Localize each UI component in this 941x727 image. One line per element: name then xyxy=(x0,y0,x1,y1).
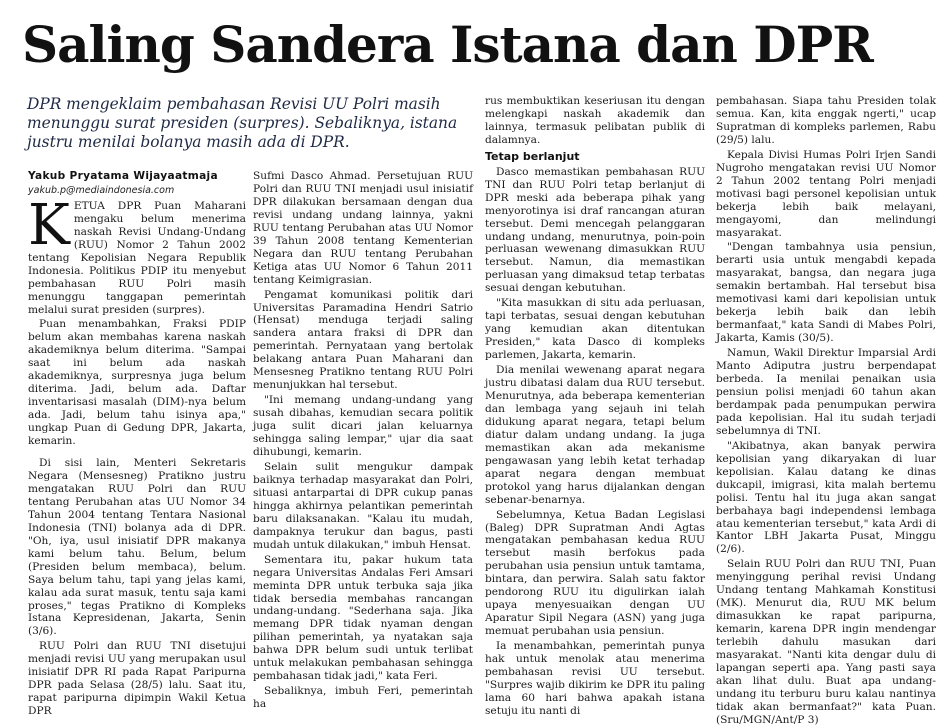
article-paragraph: "Kita masukkan di situ ada perluasan, tapi terbatas, sesuai dengan kebutuhan yang kemudian akan ditentukan Presiden," kata Dasco di kompleks parlemen, Jakarta, kemarin. xyxy=(485,297,705,362)
article-paragraph: "Akibatnya, akan banyak perwira kepolisian yang dikaryakan di luar kepolisian. Kalau datang ke dinas dukcapil, imigrasi, kita malah bertemu polisi. Tentu hal itu juga akan sangat berbahaya bagi independensi lembaga atau kementerian tersebut," kata Ardi di Kantor LBH Jakarta Pusat, Minggu (2/6). xyxy=(716,439,936,556)
article-paragraph: Selain RUU Polri dan RUU TNI, Puan menyinggung perihal revisi Undang Undang tentang Mahkamah Konstitusi (MK). Menurut dia, RUU MK belum dimasukkan ke rapat paripurna, kemarin, karena DPR ingin mendengar terlebih dahulu masukan dari masyarakat. "Nanti kita dengar dulu di lapangan seperti apa. Yang pasti saya akan lihat dulu. Buat apa undang-undang itu terburu buru kalau nantinya tidak akan bermanfaat?" kata Puan. (Sru/MGN/Ant/P 3) xyxy=(716,558,936,726)
article-paragraph: Namun, Wakil Direktur Imparsial Ardi Manto Adiputra justru berpendapat berbeda. Ia menilai penaikan usia pensiun polisi menjadi 60 tahun akan berdampak pada penumpukan perwira pada kepolisian. Hal itu sudah terjadi sebelumnya di TNI. xyxy=(716,347,936,437)
article-paragraph: pembahasan. Siapa tahu Presiden tolak semua. Kan, kita enggak ngerti," ucap Supratman di kompleks parlemen, Rabu (29/5) lalu. xyxy=(716,95,936,146)
article-paragraph: Di sisi lain, Menteri Sekretaris Negara (Mensesneg) Pratikno justru mengatakan RUU Polri dan RUU tentang Perubahan atas UU Nomor 34 Tahun 2004 tentang Tentara Nasional Indonesia (TNI) bolanya ada di DPR. "Oh, iya, usul inisiatif DPR makanya kami belum tahu. Belum, belum (Presiden belum membaca), belum. Saya belum tahu, tapi yang jelas kami, kalau ada surat masuk, tentu saja kami proses," tegas Pratikno di Kompleks Istana Kepresidenan, Jakarta, Senin (3/6). xyxy=(28,457,246,638)
article-paragraph: Ia menambahkan, pemerintah punya hak untuk menolak atau menerima pembahasan revisi UU tersebut. "Surpres wajib dikirim ke DPR itu paling lama 60 hari bahwa apakah istana setuju itu nanti di xyxy=(485,640,705,717)
article-column-2 xyxy=(253,170,473,711)
article-paragraph: rus membuktikan keseriusan itu dengan melengkapi naskah akademik dan lainnya, termasuk pelibatan publik di dalamnya. xyxy=(485,95,705,146)
paragraph-gap xyxy=(28,450,246,457)
drop-cap: K xyxy=(28,192,70,258)
article-paragraph: Sufmi Dasco Ahmad. Persetujuan RUU Polri dan RUU TNI menjadi usul inisiatif DPR dilakukan bersamaan dengan dua revisi undang undang lainnya, yakni RUU tentang Perubahan atas UU Nomor 39 Tahun 2008 tentang Kementerian Negara dan RUU tentang Perubahan Ketiga atas UU Nomor 6 Tahun 2011 tentang Keimigrasian. xyxy=(253,170,473,286)
article-paragraph: RUU Polri dan RUU TNI disetujui menjadi revisi UU yang merupakan usul inisiatif DPR RI pada Rapat Paripurna DPR pada Selasa (28/5) lalu. Saat itu, rapat paripurna dipimpin Wakil Ketua DPR xyxy=(28,640,246,718)
article-paragraph xyxy=(28,192,246,317)
article-paragraph: Sebelumnya, Ketua Badan Legislasi (Baleg) DPR Supratman Andi Agtas mengatakan pembahasan kedua RUU tersebut masih berfokus pada perubahan usia pensiun untuk tamtama, bintara, dan perwira. Salah satu faktor pendorong RUU itu digulirkan ialah upaya menyesuaikan dengan UU Aparatur Sipil Negara (ASN) yang juga memuat perubahan usia pensiun. xyxy=(485,508,705,638)
author-byline: Yakub Pryatama Wijayaatmaja xyxy=(28,170,218,182)
section-subheading: Tetap berlanjut xyxy=(485,149,580,163)
article-paragraph: Selain sulit mengukur dampak baiknya terhadap masyarakat dan Polri, situasi antarpartai di DPR cukup panas hingga akhirnya pelantikan pemerintah baru dilaksanakan. "Kalau itu mudah, dampaknya terukur dan bagus, pasti mudah untuk dilakukan," imbuh Hensat. xyxy=(253,460,473,551)
article-paragraph: Dasco memastikan pembahasan RUU TNI dan RUU Polri tetap berlanjut di DPR meski ada beberapa pihak yang menyorotinya isi draf rancangan aturan tersebut. Demi mencegah pelanggaran undang undang, menurutnya, poin-poin perluasan wewenang dimasukkan RUU tersebut. Namun, dia memastikan perluasan yang dimaksud tetap terbatas sesuai dengan kebutuhan. xyxy=(485,165,705,295)
article-column-3 xyxy=(485,95,705,717)
article-paragraph: Puan menambahkan, Fraksi PDIP belum akan membahas karena naskah akademiknya belum diterima. "Sampai saat ini belum ada naskah akademiknya, surpresnya juga belum diterima. Jadi, belum ada. Daftar inventarisasi masalah (DIM)-nya belum ada. Jadi, belum tahu isinya apa," ungkap Puan di Gedung DPR, Jakarta, kemarin. xyxy=(28,318,246,448)
paragraph-text: ETUA DPR Puan Maharani mengaku belum menerima naskah Revisi Undang-Undang (RUU) Nomor 2 Tahun 2002 tentang Kepolisian Negara Republik Indonesia. Politikus PDIP itu menyebut pembahasan RUU Polri masih menunggu tanggapan pemerintah melalui surat presiden (surpres). xyxy=(28,199,246,316)
article-paragraph: Sementara itu, pakar hukum tata negara Universitas Andalas Feri Amsari meminta DPR untuk terbuka saja jika tidak bersedia membahas rancangan undang-undang. "Sederhana saja. Jika memang DPR tidak nyaman dengan pilihan pemerintah, ya nyatakan saja bahwa DPR belum sudi untuk terlibat untuk melakukan pembahasan sehingga pembahasan tidak jadi," kata Feri. xyxy=(253,553,473,683)
headline: Saling Sandera Istana dan DPR xyxy=(22,15,873,74)
lead-paragraph: DPR mengeklaim pembahasan Revisi UU Polri masih menunggu surat presiden (surpres). Sebaliknya, istana justru menilai bolanya masih ada di DPR. xyxy=(27,95,458,151)
article-paragraph: Dia menilai wewenang aparat negara justru dibatasi dalam dua RUU tersebut. Menurutnya, ada beberapa kementerian dan lembaga yang sejauh ini telah didukung aparat negara, tetapi belum diatur dalam undang undang. Ia juga memastikan akan ada mekanisme pengawasan yang lebih ketat terhadap aparat negara dengan membuat protokol yang harus dijalankan dengan sebenar-benarnya. xyxy=(485,364,705,506)
article-paragraph: "Dengan tambahnya usia pensiun, berarti usia untuk mengabdi kepada masyarakat, bangsa, dan negara juga semakin bertambah. Hal tersebut bisa memotivasi kami dari kepolisian untuk bekerja lebih baik dan lebih bermanfaat," kata Sandi di Mabes Polri, Jakarta, Kamis (30/5). xyxy=(716,241,936,345)
author-email[interactable]: yakub.p@mediaindonesia.com xyxy=(28,184,175,196)
article-column-4 xyxy=(716,95,936,726)
article-paragraph: Sebaliknya, imbuh Feri, pemerintah ha xyxy=(253,685,473,711)
article-paragraph: "Ini memang undang-undang yang susah dibahas, kemudian secara politik juga sulit dicari jalan keluarnya sehingga saling lempar," ujar dia saat dihubungi, kemarin. xyxy=(253,394,473,459)
article-paragraph: Pengamat komunikasi politik dari Universitas Paramadina Hendri Satrio (Hensat) menduga terjadi saling sandera antara fraksi di DPR dan pemerintah. Pernyataan yang bertolak belakang antara Puan Maharani dan Mensesneg Pratikno tentang RUU Polri menunjukkan hal tersebut. xyxy=(253,288,473,392)
article-column-1 xyxy=(28,170,246,718)
article-paragraph: Kepala Divisi Humas Polri Irjen Sandi Nugroho mengatakan revisi UU Nomor 2 Tahun 2002 tentang Polri menjadi motivasi bagi personel kepolisian untuk bekerja lebih baik melayani, mengayomi, dan melindungi masyarakat. xyxy=(716,148,936,239)
